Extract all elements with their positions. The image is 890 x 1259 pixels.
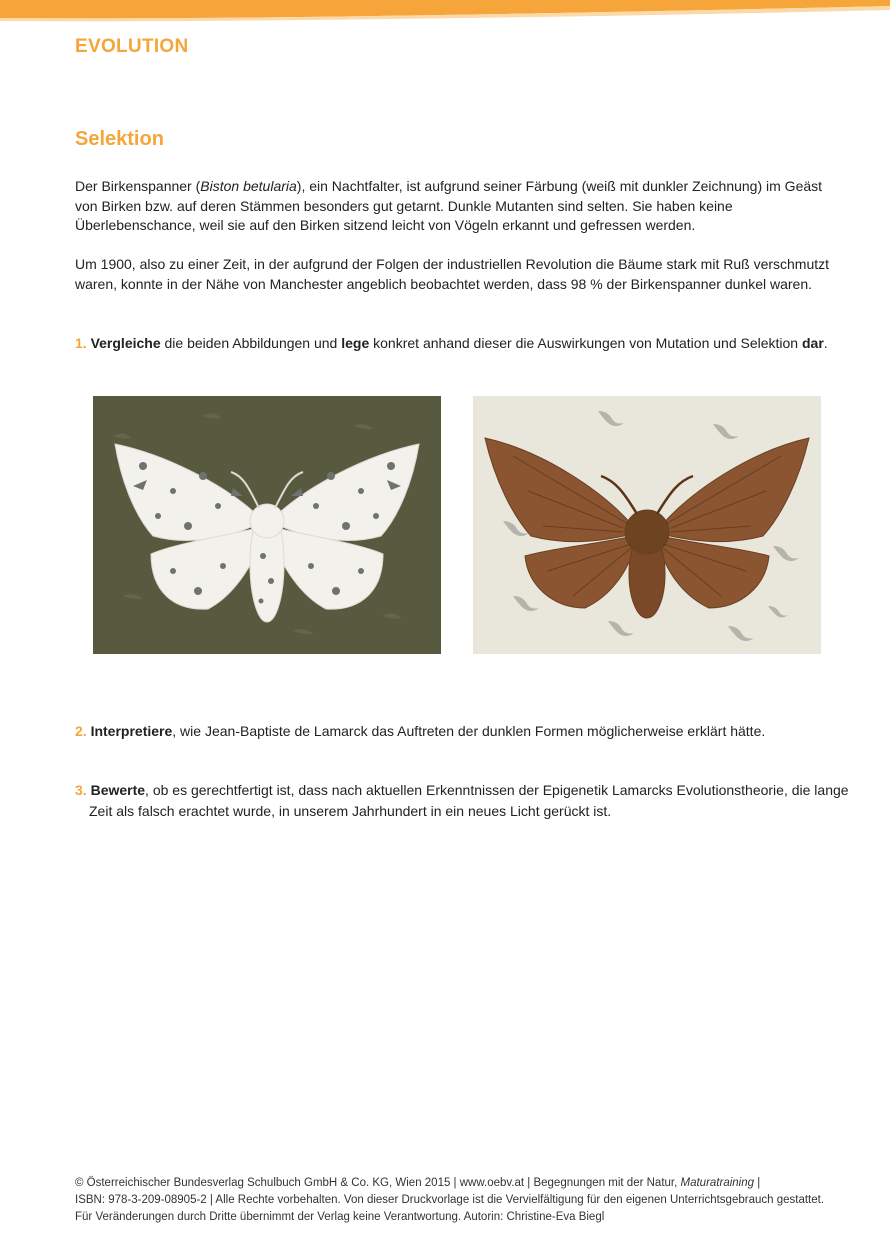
- footer-separator: |: [754, 1177, 761, 1189]
- intro-paragraph-1: [75, 177, 840, 236]
- footer: [75, 1175, 865, 1226]
- intro-p1-start: Der Birkenspanner (: [75, 178, 201, 194]
- intro-p1-rest: ), ein Nachtfalter, ist aufgrund seiner Färbung (weiß mit dunkler Zeichnung) im Geäst von Birken bzw. auf deren Stämmen besonders gut getarnt. Dunkle Mutanten sind selten. Sie haben keine Überlebenschance, weil sie auf den Birken sitzend leicht von Vögeln erkannt und gefressen werden.: [75, 178, 823, 233]
- footer-line-2: ISBN: 978-3-209-08905-2 | Alle Rechte vorbehalten. Von dieser Druckvorlage ist die Vervielfältigung für den eigenen Unterrichtsgebrauch gestattet.: [75, 1194, 825, 1206]
- task-1: [75, 333, 845, 354]
- task-1-verb-dar: dar: [801, 335, 824, 351]
- task-1-verb-lay: lege: [341, 335, 370, 351]
- task-2-verb: Interpretiere: [90, 723, 173, 739]
- task-1-text-a: die beiden Abbildungen und: [160, 335, 342, 351]
- task-2-number: 2.: [75, 723, 87, 739]
- task-2-text: , wie Jean-Baptiste de Lamarck das Auftreten der dunklen Formen möglicherweise erklärt hätte.: [172, 723, 766, 739]
- task-1-text-b: konkret anhand dieser die Auswirkungen von Mutation und Selektion: [369, 335, 802, 351]
- light-moth: [115, 444, 419, 622]
- task-1-end: .: [823, 335, 828, 351]
- footer-line-3: Für Veränderungen durch Dritte übernimmt der Verlag keine Verantwortung. Autorin: Christine-Eva Biegl: [75, 1211, 605, 1223]
- task-1-number: 1.: [75, 335, 87, 351]
- footer-line-1: [75, 1175, 865, 1192]
- species-name: Biston betularia: [200, 178, 297, 194]
- light-moth-illustration: [93, 396, 441, 654]
- task-3-text: , ob es gerechtfertigt ist, dass nach aktuellen Erkenntnissen der Epigenetik Lamarcks Evolutionstheorie, die lange Zeit als falsch erachtet wurde, in unserem Jahrhundert in ein neues Licht gerückt ist.: [89, 782, 849, 819]
- task-3-verb: Bewerte: [90, 782, 146, 798]
- dark-moth: [485, 438, 809, 618]
- dark-moth-illustration: [473, 396, 821, 654]
- task-3: [75, 780, 859, 822]
- section-title: Selektion: [75, 128, 164, 150]
- header-decoration-band: [0, 0, 890, 22]
- task-1-verb-compare: Vergleiche: [90, 335, 161, 351]
- task-2: [75, 721, 845, 742]
- intro-paragraph-2: Um 1900, also zu einer Zeit, in der aufgrund der Folgen der industriellen Revolution die Bäume stark mit Ruß verschmutzt waren, konnte in der Nähe von Manchester angeblich beobachtet werden, dass 98 % der Birkenspanner dunkel waren.: [75, 256, 830, 292]
- header-title: EVOLUTION: [75, 36, 189, 57]
- task-3-number: 3.: [75, 782, 87, 798]
- footer-copyright: © Österreichischer Bundesverlag Schulbuch GmbH & Co. KG, Wien 2015 | www.oebv.at | Begegnungen mit der Natur,: [75, 1177, 681, 1189]
- footer-book-subtitle: Maturatraining: [680, 1177, 755, 1189]
